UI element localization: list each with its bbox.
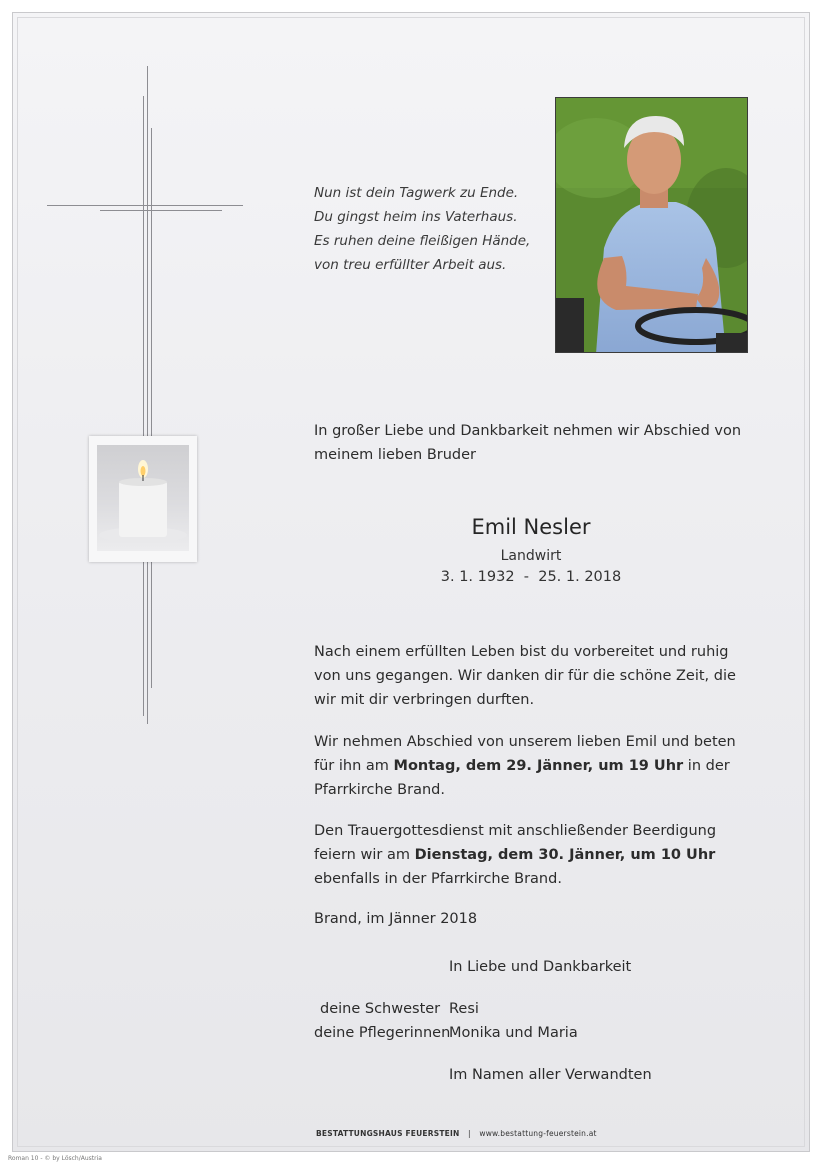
template-credit: Roman 10 - © by Lösch/Austria (8, 1155, 102, 1162)
portrait-photo (555, 97, 748, 353)
signature-relation: deine Schwester (320, 1001, 441, 1017)
poem-line: von treu erfüllter Arbeit aus. (314, 257, 507, 273)
deceased-occupation: Landwirt (500, 548, 562, 564)
candle-frame (89, 436, 197, 562)
prayer-date: Montag, dem 29. Jänner, um 19 Uhr (393, 758, 684, 774)
portrait-illustration (556, 98, 748, 353)
funeral-text: Den Trauergottesdienst mit anschließender Beerdigung feiern wir am (314, 823, 717, 863)
signature-relation: deine Pflegerinnen (314, 1025, 451, 1041)
deceased-name: Emil Nesler (471, 515, 591, 539)
life-dates (314, 569, 748, 585)
signature-names: Monika und Maria (449, 1025, 578, 1041)
signature-closing: In Liebe und Dankbarkeit (449, 959, 632, 975)
poem-line: Es ruhen deine fleißigen Hände, (314, 233, 531, 249)
footer-brand: BESTATTUNGSHAUS FEUERSTEIN (316, 1129, 460, 1138)
paragraph-prayer (314, 730, 754, 802)
poem (314, 181, 554, 277)
footer-website-link[interactable]: www.bestattung-feuerstein.at (479, 1129, 597, 1138)
prayer-text: Wir nehmen Abschied von unserem lieben Emil und beten für ihn am (314, 734, 736, 774)
place-date: Brand, im Jänner 2018 (314, 911, 478, 927)
funeral-date: Dienstag, dem 30. Jänner, um 10 Uhr (414, 847, 716, 863)
signature-names: Resi (449, 1001, 479, 1017)
date-separator: - (523, 569, 529, 585)
signature-relatives: Im Namen aller Verwandten (449, 1067, 652, 1083)
funeral-location: ebenfalls in der Pfarrkirche Brand. (314, 871, 562, 887)
paragraph-life: Nach einem erfüllten Leben bist du vorbereitet und ruhig von uns gegangen. Wir danken dir für die schöne Zeit, die wir mit dir verbringen durften. (314, 644, 736, 708)
intro-text: In großer Liebe und Dankbarkeit nehmen wir Abschied von meinem lieben Bruder (314, 423, 742, 463)
poem-line: Du gingst heim ins Vaterhaus. (314, 209, 518, 225)
footer (316, 1129, 597, 1138)
death-date: 25. 1. 2018 (538, 569, 622, 585)
footer-divider: | (468, 1129, 471, 1138)
paragraph-funeral (314, 819, 754, 891)
birth-date: 3. 1. 1932 (440, 569, 515, 585)
prayer-location: in der Pfarrkirche Brand. (314, 758, 730, 798)
poem-line: Nun ist dein Tagwerk zu Ende. (314, 185, 519, 201)
candle-icon (97, 445, 189, 551)
